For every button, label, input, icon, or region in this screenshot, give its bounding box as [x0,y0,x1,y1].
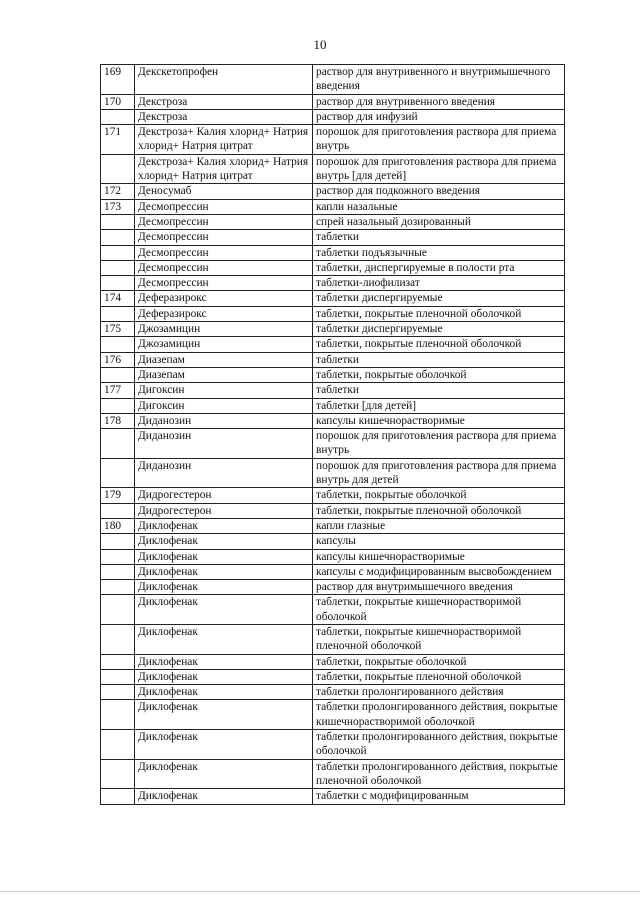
row-number-cell: 169 [101,65,135,95]
row-number-cell: 179 [101,488,135,503]
drug-name-cell: Диданозин [135,413,313,428]
row-number-cell [101,730,135,760]
row-number-cell: 173 [101,199,135,214]
drug-name-cell: Диклофенак [135,534,313,549]
dosage-form-cell: раствор для внутримышечного введения [313,580,565,595]
drug-name-cell: Декстроза [135,109,313,124]
row-number-cell: 174 [101,291,135,306]
drug-table-body [101,65,565,805]
table-row [101,429,565,459]
drug-name-cell: Джозамицин [135,322,313,337]
table-row [101,700,565,730]
drug-name-cell: Деферазирокс [135,306,313,321]
table-row [101,214,565,229]
drug-name-cell: Диазепам [135,367,313,382]
dosage-form-cell: таблетки [313,352,565,367]
drug-name-cell: Дидрогестерон [135,503,313,518]
drug-name-cell: Диклофенак [135,595,313,625]
dosage-form-cell: таблетки [313,383,565,398]
drug-name-cell: Диазепам [135,352,313,367]
row-number-cell: 172 [101,184,135,199]
table-row [101,306,565,321]
dosage-form-cell: таблетки, покрытые пленочной оболочкой [313,337,565,352]
row-number-cell [101,260,135,275]
table-row [101,580,565,595]
row-number-cell [101,367,135,382]
drug-name-cell: Декскетопрофен [135,65,313,95]
dosage-form-cell: таблетки-лиофилизат [313,276,565,291]
drug-name-cell: Дигоксин [135,383,313,398]
dosage-form-cell: таблетки пролонгированного действия [313,685,565,700]
row-number-cell [101,700,135,730]
drug-name-cell: Диданозин [135,458,313,488]
page-number: 10 [313,37,327,52]
drug-table [100,64,565,805]
drug-name-cell: Диклофенак [135,669,313,684]
drug-name-cell: Декстроза [135,94,313,109]
drug-name-cell: Диклофенак [135,759,313,789]
drug-name-cell: Десмопрессин [135,276,313,291]
table-row [101,352,565,367]
dosage-form-cell: таблетки пролонгированного действия, покрытые оболочкой [313,730,565,760]
row-number-cell [101,214,135,229]
row-number-cell [101,669,135,684]
dosage-form-cell: таблетки с модифицированным [313,789,565,804]
drug-name-cell: Деносумаб [135,184,313,199]
table-row [101,789,565,804]
drug-name-cell: Десмопрессин [135,245,313,260]
drug-name-cell: Деферазирокс [135,291,313,306]
table-row [101,564,565,579]
row-number-cell: 177 [101,383,135,398]
dosage-form-cell: таблетки диспергируемые [313,322,565,337]
table-row [101,383,565,398]
drug-name-cell: Джозамицин [135,337,313,352]
table-row [101,624,565,654]
row-number-cell [101,789,135,804]
table-row [101,322,565,337]
row-number-cell [101,580,135,595]
dosage-form-cell: таблетки, покрытые пленочной оболочкой [313,669,565,684]
dosage-form-cell: капсулы [313,534,565,549]
dosage-form-cell: порошок для приготовления раствора для приема внутрь [313,125,565,155]
dosage-form-cell: таблетки, покрытые кишечнорастворимой пленочной оболочкой [313,624,565,654]
row-number-cell [101,759,135,789]
drug-name-cell: Диклофенак [135,518,313,533]
dosage-form-cell: порошок для приготовления раствора для приема внутрь для детей [313,458,565,488]
row-number-cell [101,306,135,321]
row-number-cell [101,154,135,184]
drug-name-cell: Десмопрессин [135,214,313,229]
row-number-cell [101,503,135,518]
table-row [101,291,565,306]
row-number-cell: 171 [101,125,135,155]
dosage-form-cell: таблетки подъязычные [313,245,565,260]
dosage-form-cell: таблетки, покрытые оболочкой [313,488,565,503]
drug-name-cell: Диклофенак [135,700,313,730]
dosage-form-cell: раствор для инфузий [313,109,565,124]
dosage-form-cell: таблетки, диспергируемые в полости рта [313,260,565,275]
dosage-form-cell: раствор для подкожного введения [313,184,565,199]
row-number-cell [101,230,135,245]
table-row [101,413,565,428]
table-row [101,534,565,549]
dosage-form-cell: таблетки пролонгированного действия, покрытые пленочной оболочкой [313,759,565,789]
drug-name-cell: Диклофенак [135,789,313,804]
table-row [101,125,565,155]
drug-name-cell: Десмопрессин [135,260,313,275]
row-number-cell [101,654,135,669]
table-row [101,230,565,245]
dosage-form-cell: таблетки [для детей] [313,398,565,413]
row-number-cell [101,398,135,413]
table-row [101,398,565,413]
row-number-cell: 180 [101,518,135,533]
page-bottom-divider [0,891,640,892]
drug-name-cell: Диклофенак [135,654,313,669]
drug-name-cell: Диклофенак [135,685,313,700]
table-row [101,65,565,95]
row-number-cell [101,564,135,579]
table-row [101,759,565,789]
table-row [101,109,565,124]
table-row [101,654,565,669]
table-row [101,276,565,291]
row-number-cell [101,245,135,260]
table-row [101,595,565,625]
row-number-cell: 178 [101,413,135,428]
row-number-cell: 175 [101,322,135,337]
drug-name-cell: Десмопрессин [135,230,313,245]
drug-name-cell: Дидрогестерон [135,488,313,503]
table-row [101,154,565,184]
drug-name-cell: Диклофенак [135,564,313,579]
dosage-form-cell: таблетки, покрытые пленочной оболочкой [313,306,565,321]
dosage-form-cell: капсулы кишечнорастворимые [313,549,565,564]
drug-name-cell: Декстроза+ Калия хлорид+ Натрия хлорид+ Натрия цитрат [135,125,313,155]
table-row [101,184,565,199]
dosage-form-cell: порошок для приготовления раствора для приема внутрь [для детей] [313,154,565,184]
row-number-cell: 170 [101,94,135,109]
table-row [101,245,565,260]
drug-name-cell: Диклофенак [135,580,313,595]
row-number-cell: 176 [101,352,135,367]
dosage-form-cell: раствор для внутривенного и внутримышечного введения [313,65,565,95]
row-number-cell [101,337,135,352]
dosage-form-cell: капсулы с модифицированным высвобождением [313,564,565,579]
table-row [101,685,565,700]
table-row [101,503,565,518]
table-row [101,549,565,564]
table-row [101,337,565,352]
row-number-cell [101,109,135,124]
drug-name-cell: Десмопрессин [135,199,313,214]
row-number-cell [101,624,135,654]
row-number-cell [101,429,135,459]
row-number-cell [101,685,135,700]
drug-name-cell: Дигоксин [135,398,313,413]
dosage-form-cell: таблетки, покрытые пленочной оболочкой [313,503,565,518]
table-row [101,488,565,503]
table-row [101,730,565,760]
table-row [101,518,565,533]
dosage-form-cell: капсулы кишечнорастворимые [313,413,565,428]
table-row [101,458,565,488]
table-row [101,367,565,382]
dosage-form-cell: таблетки диспергируемые [313,291,565,306]
dosage-form-cell: таблетки [313,230,565,245]
drug-name-cell: Диклофенак [135,549,313,564]
row-number-cell [101,458,135,488]
row-number-cell [101,276,135,291]
table-row [101,199,565,214]
row-number-cell [101,534,135,549]
drug-name-cell: Диданозин [135,429,313,459]
dosage-form-cell: порошок для приготовления раствора для приема внутрь [313,429,565,459]
row-number-cell [101,595,135,625]
row-number-cell [101,549,135,564]
dosage-form-cell: капли глазные [313,518,565,533]
dosage-form-cell: таблетки, покрытые кишечнорастворимой оболочкой [313,595,565,625]
dosage-form-cell: спрей назальный дозированный [313,214,565,229]
drug-name-cell: Диклофенак [135,624,313,654]
table-row [101,260,565,275]
dosage-form-cell: таблетки пролонгированного действия, покрытые кишечнорастворимой оболочкой [313,700,565,730]
table-row [101,669,565,684]
dosage-form-cell: таблетки, покрытые оболочкой [313,654,565,669]
dosage-form-cell: таблетки, покрытые оболочкой [313,367,565,382]
drug-name-cell: Диклофенак [135,730,313,760]
drug-name-cell: Декстроза+ Калия хлорид+ Натрия хлорид+ Натрия цитрат [135,154,313,184]
dosage-form-cell: капли назальные [313,199,565,214]
dosage-form-cell: раствор для внутривенного введения [313,94,565,109]
table-row [101,94,565,109]
